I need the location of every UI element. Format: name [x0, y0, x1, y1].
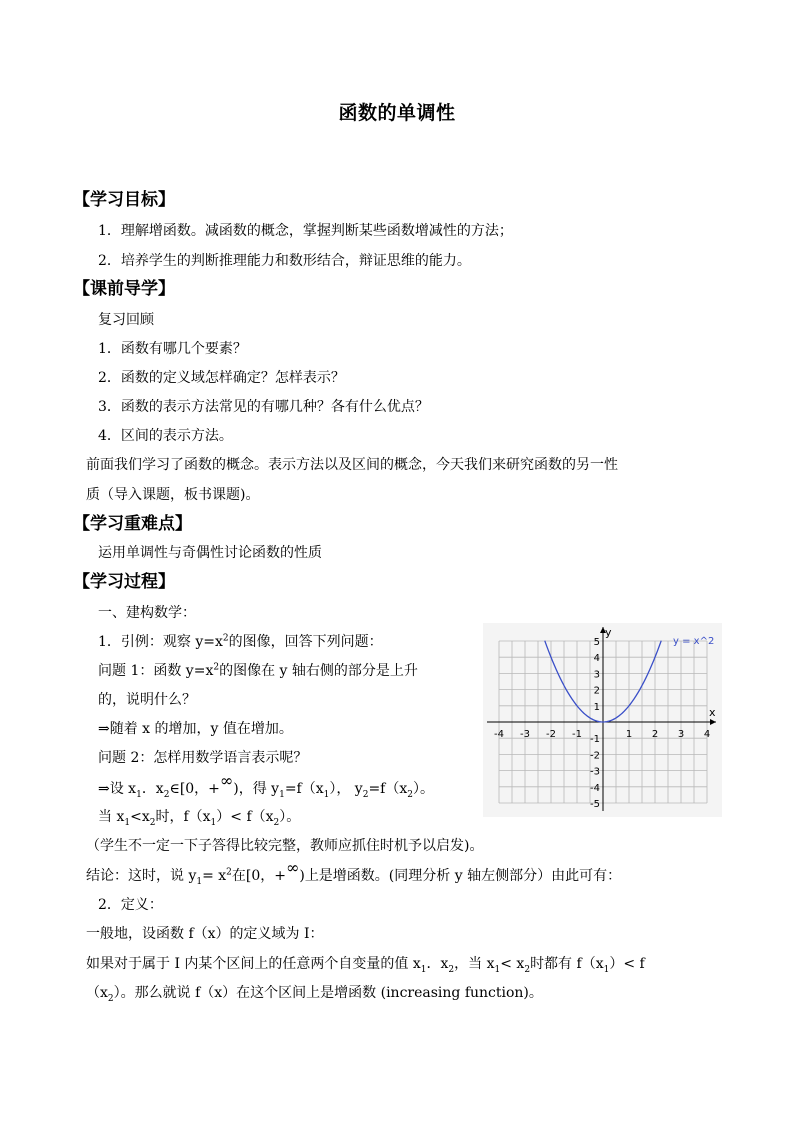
page-title: 函数的单调性	[338, 102, 456, 124]
section-heading-preview: 【课前导学】	[73, 279, 175, 299]
review-question-1: 1．函数有哪几个要素？	[98, 341, 247, 357]
goal-item-1: 1．理解增函数。减函数的概念，掌握判断某些函数增减性的方法；	[98, 223, 513, 239]
example-intro: 1．引例：观察 $y=x^2$的图像，回答下列问题：	[98, 633, 383, 650]
definition-line-2: 如果对于属于 I 内某个区间上的任意两个自变量的值 $x_1$．$x_2$，当 $x_1< x_2$时都有 $f(x_1)< f$	[86, 956, 645, 975]
y-tick-label: -4	[590, 782, 600, 794]
y-axis-label: y	[605, 626, 612, 639]
question-1-line-2: 的，说明什么？	[98, 692, 196, 708]
question-1-line-1: 问题 1：函数 $y=x^2$的图像在 y 轴右侧的部分是上升	[98, 662, 418, 679]
x-tick-label: 1	[625, 729, 633, 740]
x-axis-label: x	[709, 706, 716, 719]
section-heading-goals: 【学习目标】	[73, 190, 175, 210]
y-tick-label: -2	[590, 750, 600, 762]
y-tick-label: 4	[593, 653, 600, 665]
question-2: 问题 2：怎样用数学语言表示呢？	[98, 750, 308, 766]
x-tick-label: -2	[546, 729, 556, 740]
parabola-graph	[483, 623, 722, 817]
y-tick-label: -3	[590, 766, 600, 778]
x-tick-label: -1	[572, 729, 582, 740]
teacher-note: （学生不一定一下子答得比较完整，教师应抓住时机予以启发)。	[86, 838, 484, 854]
answer-1: ⇒随着 x 的增加，y 值在增加。	[98, 721, 293, 737]
definition-line-1: 一般地，设函数 f（x）的定义域为 I：	[86, 926, 324, 942]
part-1-heading: 一、建构数学：	[98, 605, 196, 621]
x-tick-label: -3	[520, 729, 530, 740]
y-tick-label: -1	[590, 734, 600, 746]
section-heading-key-points: 【学习重难点】	[73, 514, 192, 534]
y-tick-label: 5	[593, 637, 600, 648]
assumption-line: ⇒设 $x_1$．$x_2\in[0$，+∞)，得 $y_1=f(x_1)$， $y_2=f(x_2)$。	[98, 771, 434, 800]
y-tick-label: -5	[590, 799, 600, 810]
conclusion-line: 结论：这时，说 $y_1= x^2$在[0，+∞)上是增函数。(同理分析 y 轴左侧部分）由此可有：	[86, 858, 622, 887]
x-tick-label: 2	[651, 729, 659, 740]
legend-label: y = x^2	[673, 636, 715, 647]
x-tick-label: 3	[677, 729, 685, 740]
comparison-line: 当 $x_1<x_2$时，$f(x_1)< f(x_2)$。	[98, 809, 301, 828]
y-tick-label: 3	[593, 669, 600, 681]
section-heading-process: 【学习过程】	[73, 572, 175, 592]
part-2-heading: 2．定义：	[98, 897, 163, 913]
intro-paragraph-line-1: 前面我们学习了函数的概念。表示方法以及区间的概念，今天我们来研究函数的另一性	[86, 457, 618, 473]
review-heading: 复习回顾	[98, 312, 154, 328]
x-tick-label: -4	[494, 729, 504, 740]
review-question-4: 4．区间的表示方法。	[98, 428, 233, 444]
y-tick-label: 2	[593, 685, 600, 697]
definition-line-3: $(x_2)$。那么就说 f（x）在这个区间上是增函数 (increasing function)。	[86, 985, 543, 1004]
y-tick-label: 1	[593, 701, 600, 713]
review-question-2: 2．函数的定义域怎样确定？怎样表示？	[98, 370, 345, 386]
key-points-text: 运用单调性与奇偶性讨论函数的性质	[98, 545, 322, 561]
goal-item-2: 2．培养学生的判断推理能力和数形结合，辩证思维的能力。	[98, 253, 471, 269]
intro-paragraph-line-2: 质（导入课题，板书课题)。	[86, 487, 260, 503]
review-question-3: 3．函数的表示方法常见的有哪几种？各有什么优点？	[98, 399, 429, 415]
x-tick-label: 4	[703, 729, 711, 740]
